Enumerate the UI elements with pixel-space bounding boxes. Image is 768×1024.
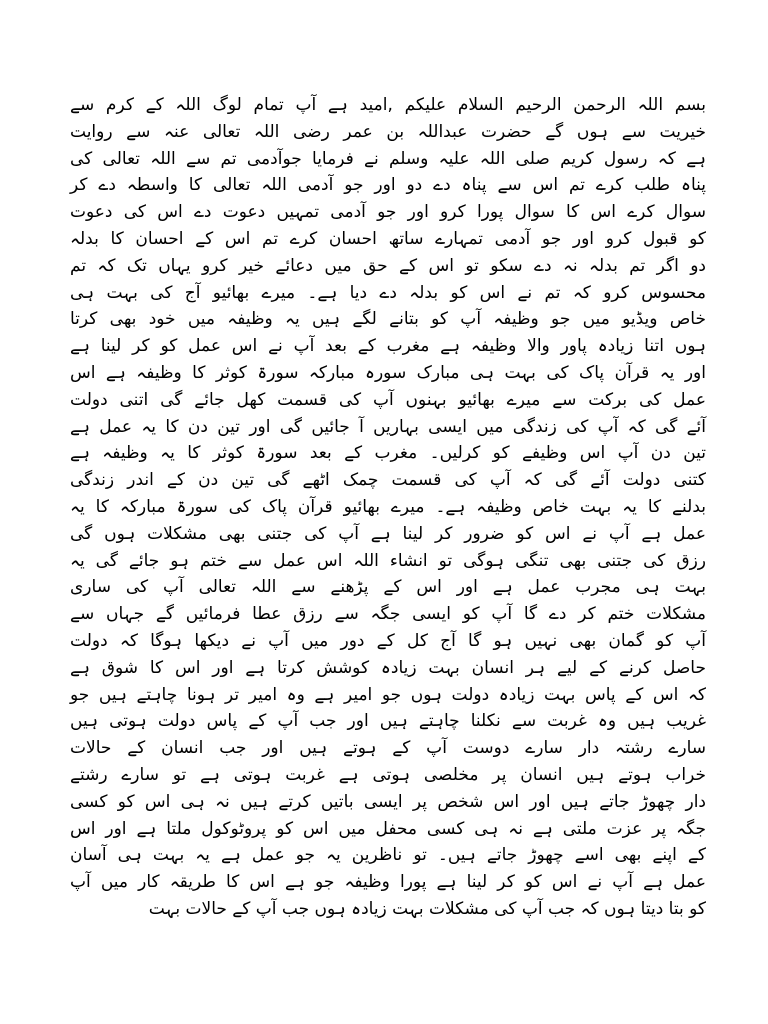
text-line: کے اپنے بھی اسے چھوڑ جاتے ہیں۔ تو ناظرین یہ جو عمل ہے یہ بہت ہی آسان (70, 845, 706, 866)
text-line: عمل کی برکت سے میرے بھائیو بہنوں آپ کی قسمت کھل جائے گی اتنی دولت (70, 389, 706, 410)
text-line: آپ کو گمان بھی نہیں ہو گا آج کل کے دور میں آپ نے دیکھا ہوگا کہ دولت (70, 630, 706, 651)
body-text (70, 92, 706, 923)
text-line: حاصل کرنے کے لیے ہر انسان بہت زیادہ کوشش کرتا ہے اور اس کا شوق ہے (70, 657, 706, 678)
text-line: کو بتا دیتا ہوں کہ جب آپ کی مشکلات بہت زیادہ ہوں جب آپ کے حالات بہت (148, 898, 706, 919)
text-line: پناہ طلب کرے تم اس سے پناہ دے دو اور جو آدمی اللہ تعالی کا واسطہ دے کر (70, 175, 706, 196)
text-line: دو اگر تم بدلہ نہ دے سکو تو اس کے حق میں دعائے خیر کرو یہاں تک کہ تم (70, 255, 706, 276)
text-line: ہوں اتنا زیادہ پاور والا وظیفہ ہے مغرب کے بعد آپ نے اس عمل کو کر لینا ہے (70, 336, 706, 357)
text-line: سوال کرے اس کا سوال پورا کرو اور جو آدمی تمہیں دعوت دے اس کی دعوت (70, 202, 706, 223)
text-line: رزق کی جتنی بھی تنگی ہوگی تو انشاء اللہ اس عمل سے ختم ہو جائے گی یہ (70, 550, 706, 571)
text-line: عمل ہے آپ نے اس کو کر لینا ہے پورا وظیفہ جو ہے اس کا طریقہ کار میں آپ (70, 872, 706, 893)
text-line: دار چھوڑ جاتے ہیں اور اس شخص پر ایسی باتیں کرتے ہیں نہ ہی اس کو کسی (70, 791, 706, 812)
text-line: خیریت سے ہوں گے حضرت عبداللہ بن عمر رضی اللہ تعالی عنہ سے روایت (70, 121, 706, 142)
text-line: خاص ویڈیو میں جو وظیفہ آپ کو بتانے لگے ہیں یہ وظیفہ میں خود بھی کرتا (70, 309, 706, 330)
text-line: سارے رشتہ دار سارے دوست آپ کے ہوتے ہیں اور جب انسان کے حالات (70, 738, 706, 759)
text-line: کہ اس کے پاس بہت زیادہ دولت ہوں جو امیر ہے وہ امیر تر ہونا چاہتے ہیں جو (70, 684, 706, 705)
text-line: مشکلات ختم کر دے گا آپ کو ایسی جگہ سے رزق عطا فرمائیں گے جہاں سے (70, 604, 706, 625)
text-line: اور یہ قرآن پاک کی بہت ہی مبارک سورہ مبارکہ سورۃ کوثر کا وظیفہ ہے اس (70, 362, 706, 383)
text-line: بسم اللہ الرحمن الرحیم السلام علیکم ,امید ہے آپ تمام لوگ اللہ کے کرم سے (70, 95, 706, 115)
text-line: عمل ہے آپ نے اس کو ضرور کر لینا ہے آپ کی جتنی بھی مشکلات ہوں گی (70, 523, 706, 544)
text-line: آئے گی کہ آپ کی زندگی میں ایسی بہاریں آ جائیں گی اور تین دن کا یہ عمل ہے (70, 416, 706, 437)
text-line: ہے کہ رسول کریم صلی اللہ علیہ وسلم نے فرمایا جوآدمی تم سے اللہ تعالی کی (70, 148, 706, 169)
text-line: خراب ہوتے ہیں انسان پر مخلصی ہوتی ہے غربت ہوتی ہے تو سارے رشتے (70, 764, 706, 785)
text-line: بدلنے کا یہ بہت خاص وظیفہ ہے۔ میرے بھائیو قرآن پاک کی سورۃ مبارکہ کا یہ (70, 496, 706, 517)
text-line: تین دن آپ اس وظیفے کو کرلیں۔ مغرب کے بعد سورۃ کوثر کا یہ وظیفہ ہے (70, 443, 706, 464)
text-line: کو قبول کرو اور جو آدمی تمہارے ساتھ احسان کرے تم اس کے احسان کا بدلہ (70, 228, 706, 249)
text-line: کتنی دولت آئے گی کہ آپ کی قسمت چمک اٹھے گی تین دن کے اندر زندگی (70, 470, 706, 491)
text-line: محسوس کرو کہ تم نے اس کو بدلہ دے دیا ہے۔ میرے بھائیو آج کی بہت ہی (70, 282, 706, 303)
text-line: جگہ پر عزت ملتی ہے نہ ہی کسی محفل میں اس کو پروٹوکول ملتا ہے اور اس (70, 818, 706, 839)
text-line: غریب ہیں وہ غربت سے نکلنا چاہتے ہیں اور جب آپ کے پاس دولت ہوتی ہیں (70, 711, 706, 732)
text-line: بہت ہی مجرب عمل ہے اور اس کے پڑھنے سے اللہ تعالی آپ کی ساری (70, 577, 706, 598)
